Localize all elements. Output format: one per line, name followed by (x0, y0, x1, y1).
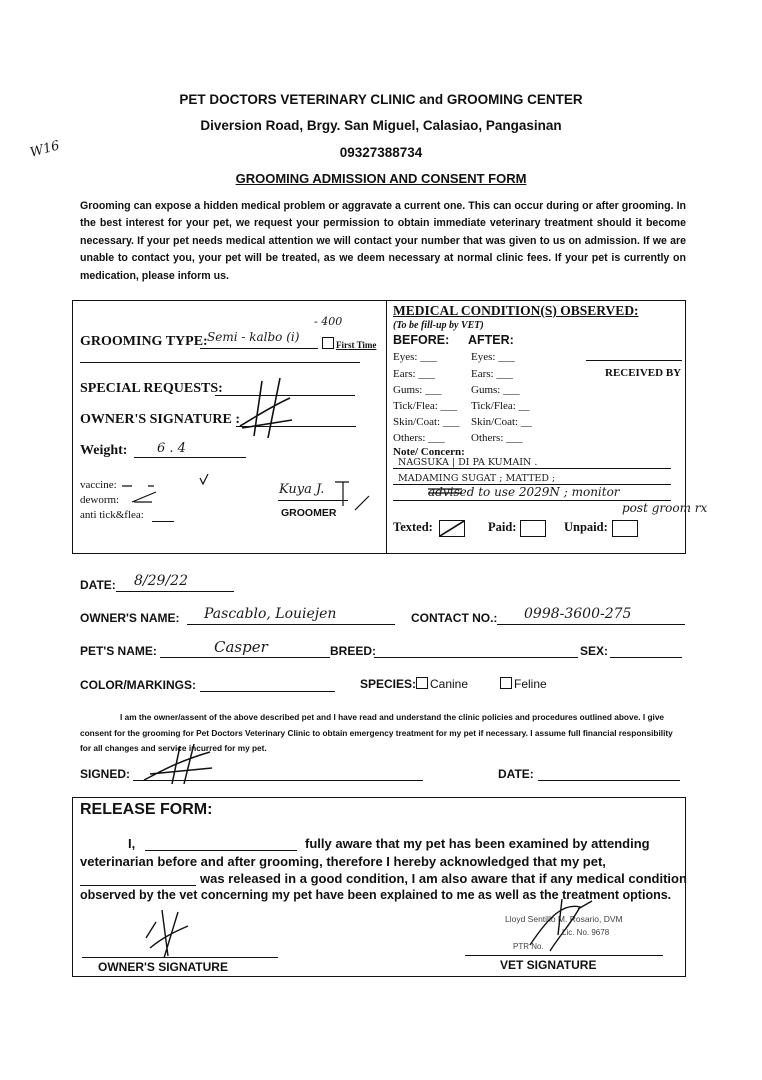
contact-line (497, 624, 685, 625)
release-title: RELEASE FORM: (80, 801, 213, 818)
note-label: Note/ Concern: (393, 446, 465, 458)
unpaid-label: Unpaid: (564, 520, 608, 534)
release-text-4: observed by the vet concerning my pet have been explained to me as well as the treatment options. (80, 888, 672, 902)
box-divider (386, 300, 387, 553)
received-by-line[interactable] (586, 360, 682, 361)
release-name-line[interactable] (145, 850, 297, 851)
medical-subtitle: (To be fill-up by VET) (393, 320, 484, 331)
before-skincoat[interactable]: Skin/Coat: ___ (393, 416, 460, 428)
contact-value[interactable]: 0998-3600-275 (524, 606, 632, 622)
before-eyes[interactable]: Eyes: ___ (393, 351, 437, 363)
before-label: BEFORE: (393, 333, 450, 347)
date-label: DATE: (80, 578, 116, 592)
feline-option[interactable] (500, 677, 547, 691)
vet-stamp-name: Lloyd Sentillo M. Rosario, DVM (505, 914, 623, 924)
texted-checkbox[interactable] (439, 520, 465, 537)
grooming-type-label: GROOMING TYPE: (80, 334, 208, 349)
vet-sig-line[interactable] (465, 955, 663, 956)
owner-name-value[interactable]: Pascablo, Louiejen (204, 606, 337, 622)
received-by-label: RECEIVED BY (605, 367, 682, 379)
color-label: COLOR/MARKINGS: (80, 678, 196, 692)
antitick-line (152, 521, 174, 522)
date-line (116, 591, 234, 592)
feline-label: Feline (514, 677, 547, 691)
release-text-2: veterinarian before and after grooming, therefore I hereby acknowledged that my pet, (80, 854, 606, 869)
owner-sig-line[interactable] (82, 957, 278, 958)
pet-name-value[interactable]: Casper (214, 638, 268, 656)
sex-label: SEX: (580, 644, 609, 658)
groomer-check-mark (325, 478, 375, 518)
after-tickflea[interactable]: Tick/Flea: __ (471, 400, 530, 412)
pet-name-line (160, 657, 330, 658)
after-label: AFTER: (468, 333, 514, 347)
vet-stamp-ptr: PTR No. (513, 942, 544, 951)
deworm-label: deworm: (80, 494, 120, 506)
owner-signature-scribble (232, 376, 302, 441)
release-pet-line[interactable] (80, 885, 196, 886)
signed-scribble (140, 744, 220, 786)
after-ears[interactable]: Ears: ___ (471, 368, 513, 380)
signed-date-line[interactable] (538, 780, 680, 781)
species-label: SPECIES: (360, 677, 417, 691)
grooming-price: - 400 (314, 315, 343, 328)
form-title: GROOMING ADMISSION AND CONSENT FORM (235, 171, 527, 186)
color-line[interactable] (200, 691, 335, 692)
note-line-1 (393, 468, 671, 469)
owner-signature-label: OWNER'S SIGNATURE : (80, 412, 240, 427)
before-tickflea[interactable]: Tick/Flea: ___ (393, 400, 458, 412)
release-owner-scribble (142, 908, 192, 960)
after-eyes[interactable]: Eyes: ___ (471, 351, 515, 363)
antitick-label: anti tick&flea: (80, 509, 144, 521)
sex-line[interactable] (610, 657, 682, 658)
canine-label: Canine (430, 677, 469, 691)
canine-checkbox[interactable] (416, 677, 428, 689)
weight-line (134, 457, 246, 458)
before-gums[interactable]: Gums: ___ (393, 384, 442, 396)
special-requests-label: SPECIAL REQUESTS: (80, 381, 223, 396)
feline-checkbox[interactable] (500, 677, 512, 689)
owner-name-line (187, 624, 395, 625)
vet-sig-label: VET SIGNATURE (500, 958, 597, 972)
grooming-type-line (200, 348, 318, 349)
pet-name-label: PET'S NAME: (80, 644, 157, 658)
first-time-box[interactable] (322, 337, 334, 349)
texted-label: Texted: (393, 520, 433, 534)
date-value[interactable]: 8/29/22 (134, 573, 188, 589)
vaccine-label: vaccine: (80, 479, 117, 491)
unpaid-checkbox[interactable] (612, 520, 638, 537)
release-text-3: was released in a good condition, I am also aware that if any medical condition (200, 871, 687, 886)
before-ears[interactable]: Ears: ___ (393, 368, 435, 380)
grooming-type-value[interactable]: Semi - kalbo (i) (207, 330, 300, 344)
clinic-name: PET DOCTORS VETERINARY CLINIC and GROOMING CENTER (179, 92, 583, 107)
first-time-checkbox[interactable] (322, 337, 376, 350)
owner-name-label: OWNER'S NAME: (80, 611, 180, 625)
after-gums[interactable]: Gums: ___ (471, 384, 520, 396)
vaccine-deworm-marks (118, 472, 218, 508)
clinic-phone: 09327388734 (339, 145, 423, 160)
release-text-1: fully aware that my pet has been examined by attending (305, 836, 650, 851)
first-time-label: First Time (336, 340, 377, 350)
clinic-address: Diversion Road, Brgy. San Miguel, Calasiao, Pangasinan (200, 118, 562, 133)
groomer-name: Kuya J. (279, 482, 325, 497)
medical-title: MEDICAL CONDITION(S) OBSERVED: (393, 303, 639, 318)
breed-line[interactable] (374, 657, 578, 658)
breed-label: BREED: (330, 644, 377, 658)
weight-label: Weight: (80, 443, 128, 458)
intro-paragraph: Grooming can expose a hidden medical problem or aggravate a current one. This can occur during or after grooming. In the best interest for your pet, we request your permission to obtain immediate veterinary treatment should it become necessary. If your pet needs medical attention we will contact your number that was given to us on admission. If we are unable to contact you, your pet will be treated, as we deem necessary at normal clinic fees. If your pet is currently on medication, please inform us. (80, 200, 686, 282)
signed-label: SIGNED: (80, 767, 131, 781)
release-i: I, (128, 836, 136, 851)
texted-check-mark (440, 521, 464, 536)
consent-paragraph: I am the owner/assent of the above described pet and I have read and understand the clinic policies and procedures outlined above. I give consent for the grooming for Pet Doctors Veterinary Clinic to obtain emergency treatment for my pet if necessary. I assume full financial responsibility for all changes and service incurred for my pet. (80, 712, 673, 753)
note-text-4[interactable]: post groom rx (622, 501, 708, 515)
before-others[interactable]: Others: ___ (393, 432, 445, 444)
note-text-1[interactable]: NAGSUKA | DI PA KUMAIN . (398, 457, 538, 468)
canine-option[interactable] (416, 677, 468, 691)
margin-note: W16 (28, 138, 62, 161)
weight-value[interactable]: 6 . 4 (157, 441, 186, 456)
signed-date-label: DATE: (498, 767, 534, 781)
note-text-3[interactable]: advised to use 2029N ; monitor (428, 485, 620, 499)
vet-stamp-lic: Lic. No. 9678 (562, 928, 610, 937)
paid-label: Paid: (488, 520, 517, 534)
after-skincoat[interactable]: Skin/Coat: __ (471, 416, 532, 428)
groomer-label: GROOMER (281, 507, 337, 519)
contact-label: CONTACT NO.: (411, 611, 498, 625)
vet-signature-scribble (520, 895, 600, 955)
note-text-2[interactable]: MADAMING SUGAT ; MATTED ; (398, 473, 556, 484)
grooming-extra-line (80, 362, 360, 363)
paid-checkbox[interactable] (520, 520, 546, 537)
owner-sig-label: OWNER'S SIGNATURE (98, 960, 228, 974)
after-others[interactable]: Others: ___ (471, 432, 523, 444)
note-strikeout (426, 484, 466, 498)
